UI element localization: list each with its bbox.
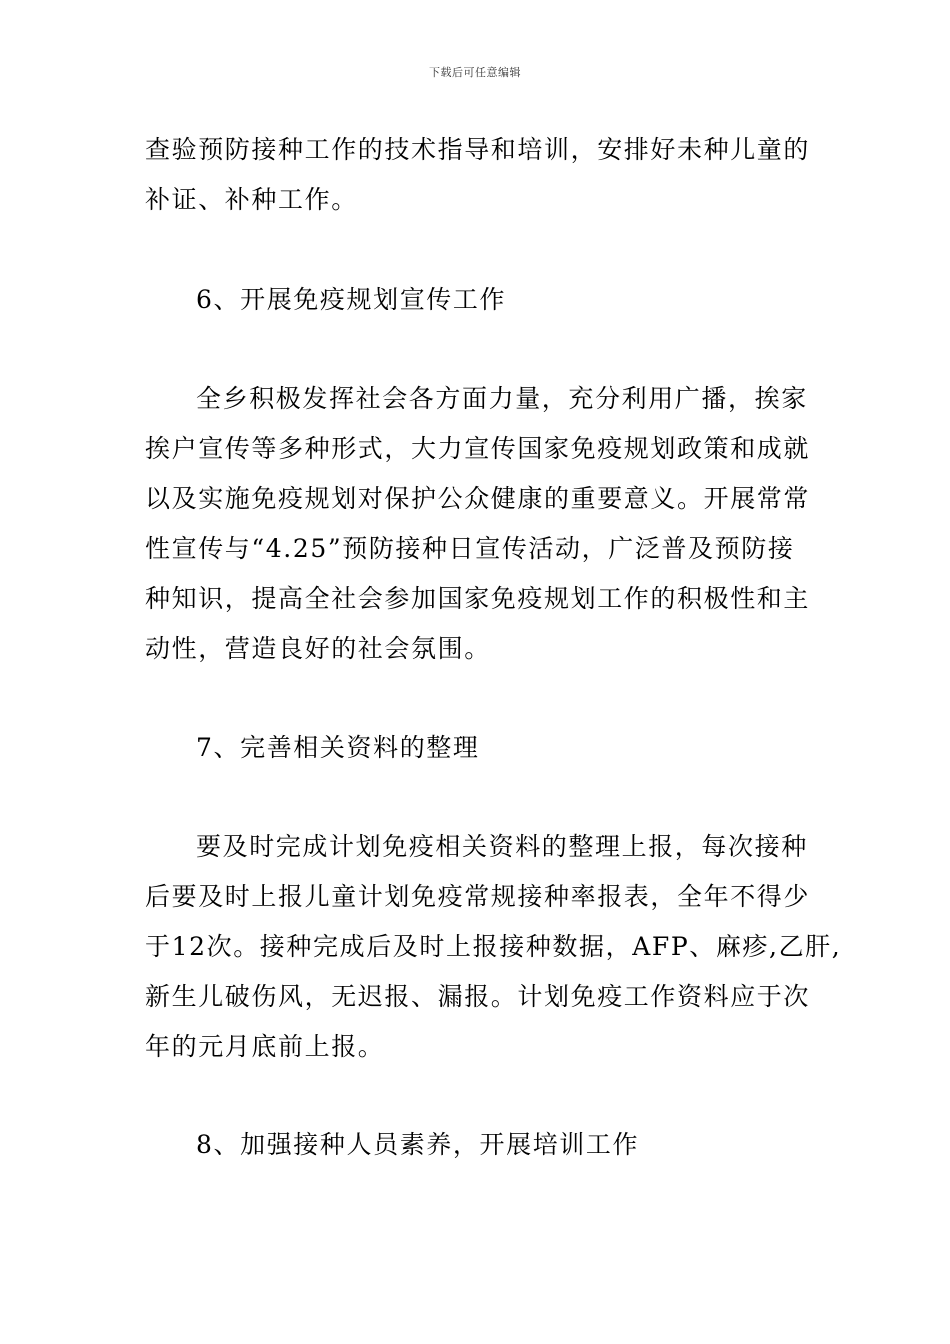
paragraph-line: 要及时完成计划免疫相关资料的整理上报，每次接种 — [196, 832, 808, 861]
header-note: 下载后可任意编辑 — [429, 66, 521, 79]
paragraph-line: 后要及时上报儿童计划免疫常规接种率报表，全年不得少 — [145, 882, 811, 911]
paragraph-line: 挨户宣传等多种形式，大力宣传国家免疫规划政策和成就 — [145, 434, 811, 463]
paragraph-line: 年的元月底前上报。 — [145, 1032, 385, 1061]
paragraph-line: 种知识，提高全社会参加国家免疫规划工作的积极性和主 — [145, 584, 811, 613]
paragraph-line: 查验预防接种工作的技术指导和培训，安排好未种儿童的 — [145, 135, 811, 164]
section-heading-8: 8、加强接种人员素养，开展培训工作 — [196, 1130, 640, 1159]
paragraph-line: 以及实施免疫规划对保护公众健康的重要意义。开展常常 — [145, 484, 811, 513]
paragraph-line: 动性，营造良好的社会氛围。 — [145, 634, 491, 663]
paragraph-line: 全乡积极发挥社会各方面力量，充分利用广播，挨家 — [196, 384, 808, 413]
section-heading-7: 7、完善相关资料的整理 — [196, 733, 480, 762]
paragraph-line: 性宣传与“4.25”预防接种日宣传活动，广泛普及预防接 — [145, 534, 795, 563]
paragraph-line: 于12次。接种完成后及时上报接种数据，AFP、麻疹,乙肝, — [145, 932, 842, 961]
section-heading-6: 6、开展免疫规划宣传工作 — [196, 285, 507, 314]
paragraph-line: 新生儿破伤风，无迟报、漏报。计划免疫工作资料应于次 — [145, 982, 811, 1011]
paragraph-line: 补证、补种工作。 — [145, 185, 358, 214]
